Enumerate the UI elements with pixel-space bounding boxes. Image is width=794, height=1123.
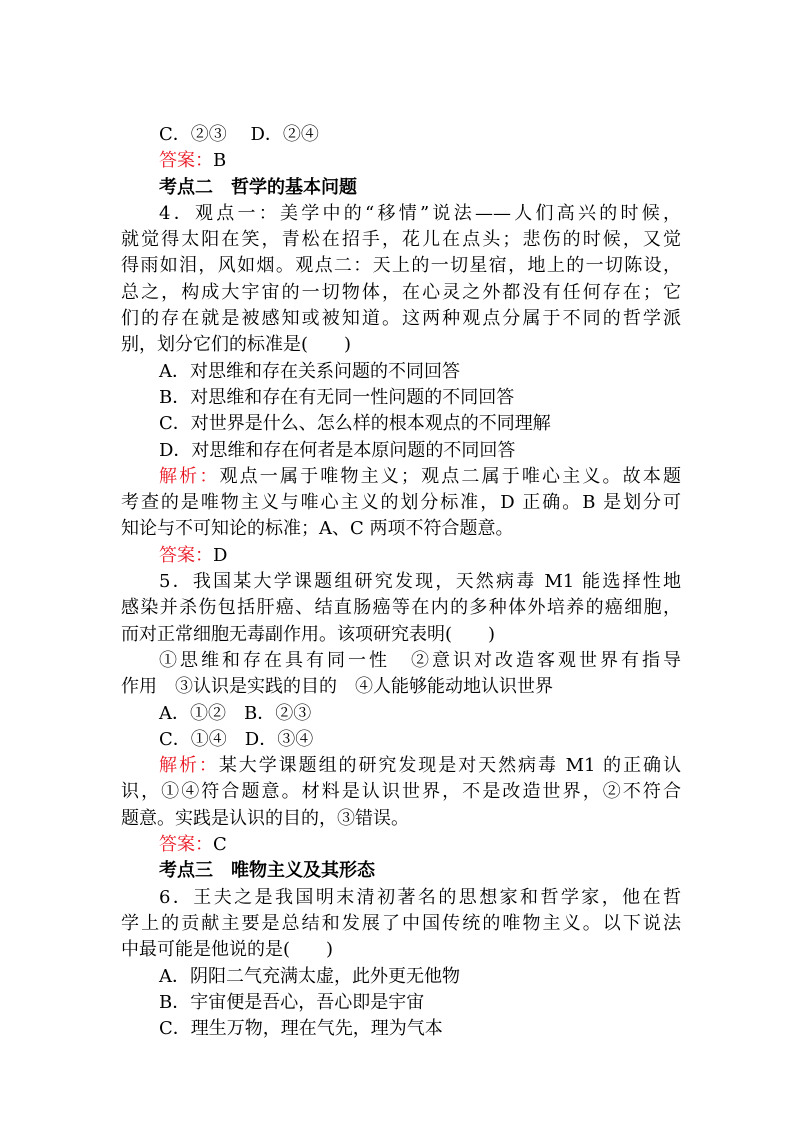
q6-option-b: B．宇宙便是吾心，吾心即是宇宙 (159, 991, 425, 1013)
q5-analysis-line (121, 753, 681, 779)
q6-stem-line: 学上的贡献主要是总结和发展了中国传统的唯物主义。以下说法 (121, 912, 681, 934)
q4-stem-line: 别，划分它们的标准是( ) (121, 334, 352, 356)
answer-label: 答案： (159, 544, 213, 566)
q5-stem-line: 5．我国某大学课题组研究发现，天然病毒 M1 能选择性地 (159, 571, 681, 593)
q5-analysis-line: 识，①④符合题意。材料是认识世界，不是改造世界，②不符合 (121, 781, 681, 803)
answer-label: 答案： (159, 834, 213, 856)
q4-stem-line: 总之，构成大宇宙的一切物体，在心灵之外都没有任何存在；它 (121, 281, 681, 303)
analysis-text: 观点一属于唯物主义；观点二属于唯心主义。故本题 (219, 465, 681, 487)
q4-analysis-line (121, 464, 681, 490)
q5-analysis-line: 题意。实践是认识的目的，③错误。 (121, 807, 409, 829)
q6-option-c: C．理生万物，理在气先，理为气本 (159, 1018, 443, 1040)
q4-stem-line: 们的存在就是被感知或被知道。这两种观点分属于不同的哲学派 (121, 308, 681, 330)
q5-options-cd: C．①④ D．③④ (159, 728, 314, 750)
q4-option-c: C．对世界是什么、怎么样的根本观点的不同理解 (159, 413, 551, 435)
q6-stem-line: 6．王夫之是我国明末清初著名的思想家和哲学家，他在哲 (159, 886, 681, 908)
answer-value: B (213, 150, 227, 172)
q3-answer (121, 148, 681, 174)
section-heading-2: 考点二 哲学的基本问题 (159, 176, 357, 198)
q4-analysis-line: 考查的是唯物主义与唯心主义的划分标准，D 正确。B 是划分可 (121, 492, 681, 514)
q4-answer (121, 543, 681, 569)
section-heading-3: 考点三 唯物主义及其形态 (159, 860, 375, 882)
q5-options-ab: A．①② B．②③ (159, 702, 312, 724)
analysis-label: 解析： (159, 755, 219, 777)
q4-option-b: B．对思维和存在有无同一性问题的不同回答 (159, 386, 515, 408)
q5-items-line: ①思维和存在具有同一性 ②意识对改造客观世界有指导 (159, 649, 681, 671)
q4-option-d: D．对思维和存在何者是本原问题的不同回答 (159, 439, 516, 461)
answer-label: 答案： (159, 150, 213, 172)
q4-analysis-line: 知论与不可知论的标准；A、C 两项不符合题意。 (121, 518, 514, 540)
q5-stem-line: 而对正常细胞无毒副作用。该项研究表明( ) (121, 623, 496, 645)
analysis-label: 解析： (159, 465, 220, 487)
q6-option-a: A．阴阳二气充满太虚，此外更无他物 (159, 965, 460, 987)
q5-stem-line: 感染并杀伤包括肝癌、结直肠癌等在内的多种体外培养的癌细胞， (121, 597, 681, 619)
q4-stem-line: 4．观点一：美学中的“移情”说法——人们高兴的时候， (159, 202, 681, 224)
q4-stem-line: 得雨如泪，风如烟。观点二：天上的一切星宿，地上的一切陈设， (121, 255, 681, 277)
q4-option-a: A．对思维和存在关系问题的不同回答 (159, 360, 460, 382)
q5-items-line: 作用 ③认识是实践的目的 ④人能够能动地认识世界 (121, 676, 553, 698)
answer-value: D (213, 544, 228, 566)
answer-value: C (213, 834, 227, 856)
q6-stem-line: 中最可能是他说的是( ) (121, 939, 334, 961)
q3-options-cd: C．②③ D．②④ (159, 124, 319, 145)
q5-answer (121, 832, 681, 858)
analysis-text: 某大学课题组的研究发现是对天然病毒 M1 的正确认 (218, 755, 681, 777)
q4-stem-line: 就觉得太阳在笑，青松在招手，花儿在点头；悲伤的时候，又觉 (121, 229, 681, 251)
page-content (121, 122, 681, 1042)
